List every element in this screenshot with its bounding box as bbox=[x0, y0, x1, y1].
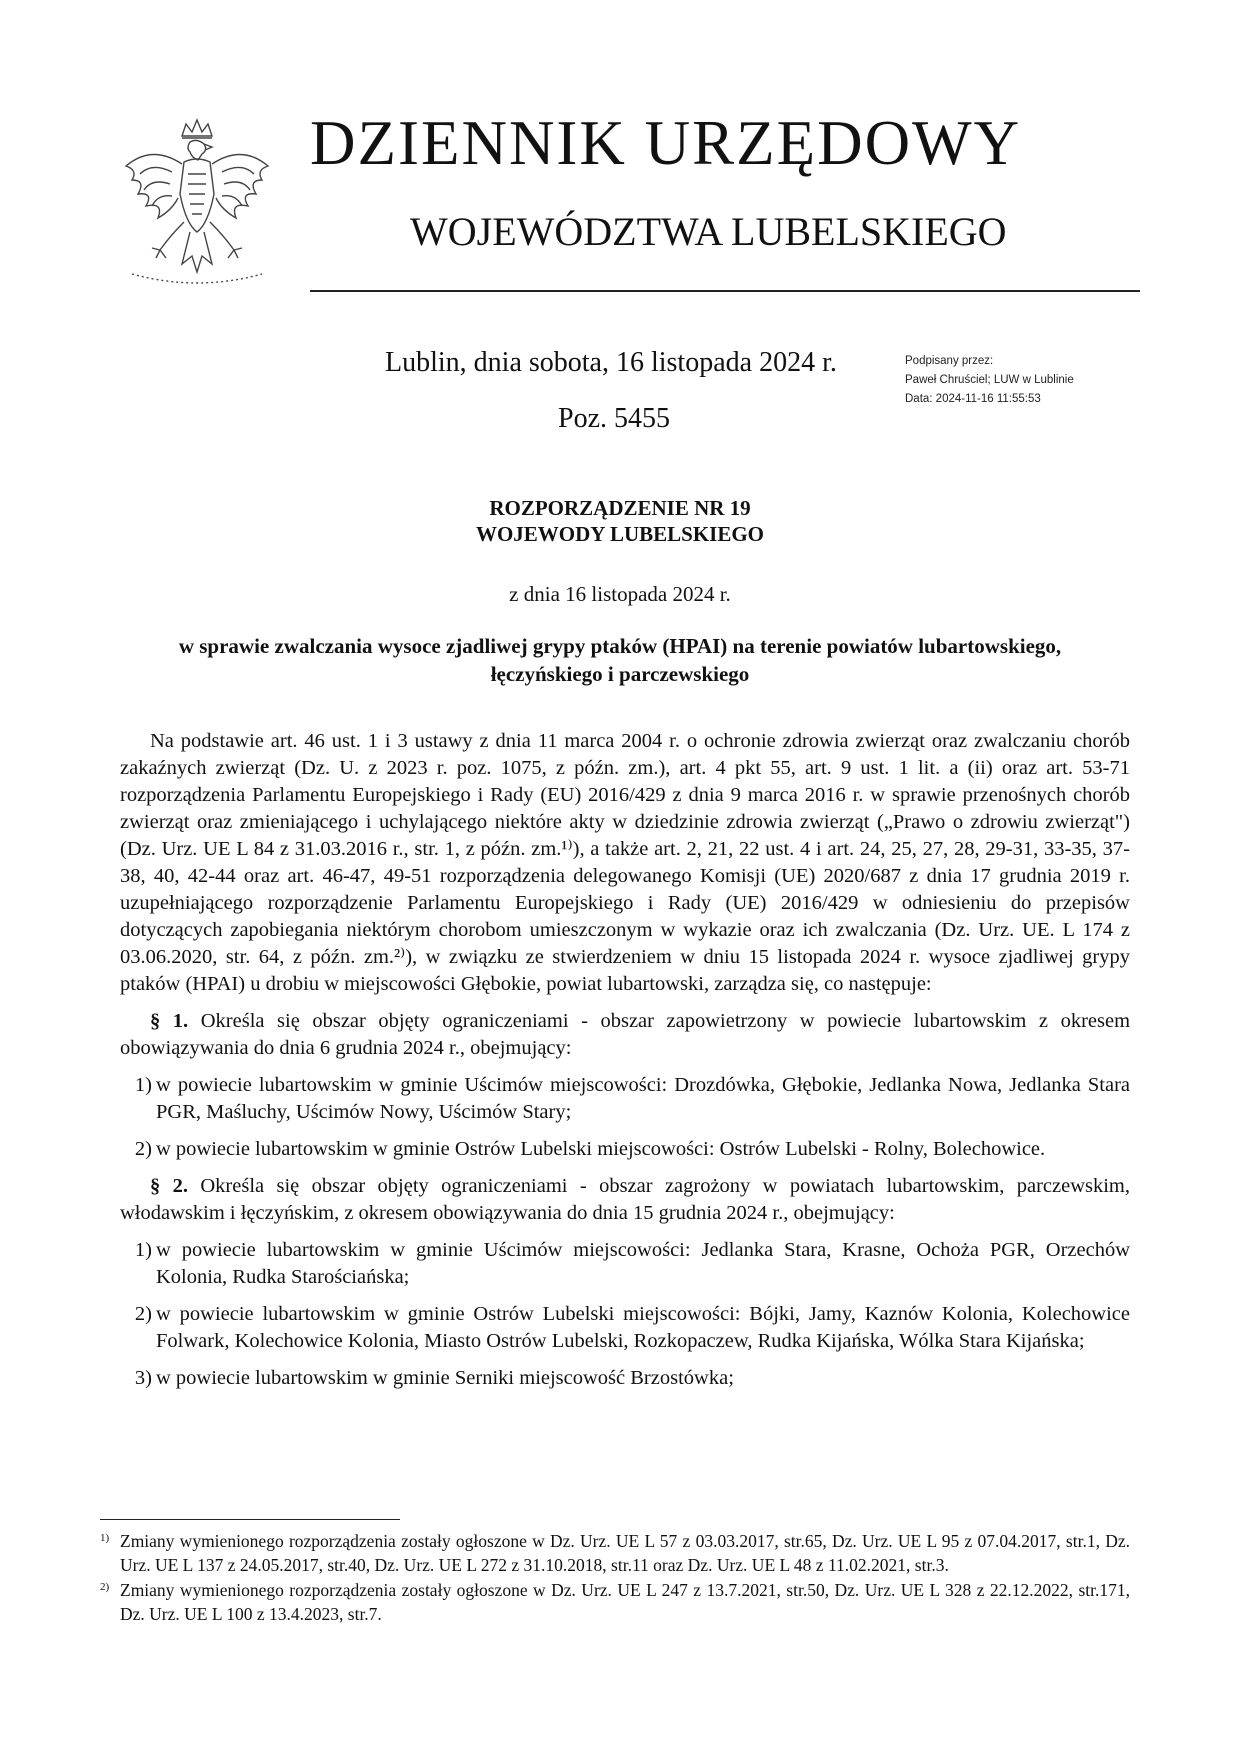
place-and-date: Lublin, dnia sobota, 16 listopada 2024 r. bbox=[385, 347, 837, 378]
list-item-text: w powiecie lubartowskim w gminie Uścimów miejscowości: Drozdówka, Głębokie, Jedlanka Nowa, Jedlanka Stara PGR, Maśluchy, Uścimów Nowy, Uścimów Stary; bbox=[156, 1074, 1130, 1123]
list-item-text: w powiecie lubartowskim w gminie Ostrów Lubelski miejscowości: Bójki, Jamy, Kaznów Kolonia, Kolechowice Folwark, Kolechowice Kolonia, Miasto Ostrów Lubelski, Rozkopaczew, Rudka Kijańska, Wólka Stara Kijańska; bbox=[156, 1303, 1130, 1352]
footnote-text: Zmiany wymienionego rozporządzenia zostały ogłoszone w Dz. Urz. UE L 247 z 13.7.2021, str.50, Dz. Urz. UE L 328 z 22.12.2022, str.171, Dz. Urz. UE L 100 z 13.4.2023, str.7. bbox=[120, 1580, 1130, 1624]
footnote-divider bbox=[100, 1519, 400, 1520]
footnotes bbox=[100, 1530, 1130, 1628]
digital-signature-block bbox=[905, 352, 1074, 409]
footnote bbox=[100, 1530, 1130, 1577]
section-1-label: § 1. bbox=[150, 1010, 189, 1032]
signature-date: Data: 2024-11-16 11:55:53 bbox=[905, 393, 1041, 405]
footnote-mark: 1) bbox=[100, 1532, 110, 1544]
list-item-text: w powiecie lubartowskim w gminie Serniki miejscowość Brzostówka; bbox=[156, 1367, 734, 1389]
footnote-text: Zmiany wymienionego rozporządzenia zostały ogłoszone w Dz. Urz. UE L 57 z 03.03.2017, str.65, Dz. Urz. UE L 95 z 07.04.2017, str.1, Dz. Urz. UE L 137 z 24.05.2017, str.40, Dz. Urz. UE L 272 z 31.10.2018, str.11 oraz Dz. Urz. UE L 48 z 11.02.2021, str.3. bbox=[120, 1531, 1130, 1575]
list-item-number: 2) bbox=[134, 1303, 152, 1325]
signature-signer: Paweł Chruściel; LUW w Lublinie bbox=[905, 374, 1074, 386]
journal-title: DZIENNIK URZĘDOWY bbox=[310, 108, 1022, 178]
list-item-text: w powiecie lubartowskim w gminie Uścimów miejscowości: Jedlanka Stara, Krasne, Ochoża PGR, Orzechów Kolonia, Rudka Starościańska; bbox=[156, 1239, 1130, 1288]
journal-subtitle: WOJEWÓDZTWA LUBELSKIEGO bbox=[410, 209, 1007, 254]
signature-label: Podpisany przez: bbox=[905, 355, 994, 367]
section-1-text: Określa się obszar objęty ograniczeniami - obszar zapowietrzony w powiecie lubartowskim z okresem obowiązywania do dnia 6 grudnia 2024 r., obejmujący: bbox=[120, 1010, 1131, 1059]
header-divider bbox=[310, 290, 1140, 292]
list-item-number: 1) bbox=[134, 1074, 152, 1096]
act-title-line2: WOJEWODY LUBELSKIEGO bbox=[475, 522, 765, 546]
list-item bbox=[120, 1072, 1130, 1126]
footnote-mark: 2) bbox=[100, 1581, 110, 1593]
polish-eagle-emblem-icon bbox=[112, 114, 282, 304]
document-body bbox=[120, 728, 1130, 1392]
list-item bbox=[120, 1136, 1130, 1163]
section-1-paragraph bbox=[120, 1008, 1130, 1062]
list-item-number: 1) bbox=[134, 1239, 152, 1261]
list-item bbox=[120, 1237, 1130, 1291]
list-item-number: 2) bbox=[134, 1138, 152, 1160]
list-item bbox=[120, 1365, 1130, 1392]
list-item bbox=[120, 1301, 1130, 1355]
act-subject: w sprawie zwalczania wysoce zjadliwej grypy ptaków (HPAI) na terenie powiatów lubartowskiego, łęczyńskiego i parczewskiego bbox=[178, 634, 1062, 686]
section-2-text: Określa się obszar objęty ograniczeniami - obszar zagrożony w powiatach lubartowskim, parczewskim, włodawskim i łęczyńskim, z okresem obowiązywania do dnia 15 grudnia 2024 r., obejmujący: bbox=[120, 1175, 1130, 1224]
act-title-line1: ROZPORZĄDZENIE NR 19 bbox=[489, 496, 751, 520]
section-2-label: § 2. bbox=[150, 1175, 188, 1197]
list-item-text: w powiecie lubartowskim w gminie Ostrów Lubelski miejscowości: Ostrów Lubelski - Rolny, Bolechowice. bbox=[156, 1138, 1046, 1160]
position-number: Poz. 5455 bbox=[558, 403, 670, 434]
footnote bbox=[100, 1579, 1130, 1626]
section-2-paragraph bbox=[120, 1173, 1130, 1227]
preamble-paragraph: Na podstawie art. 46 ust. 1 i 3 ustawy z dnia 11 marca 2004 r. o ochronie zdrowia zwierząt oraz zwalczaniu chorób zakaźnych zwierząt (Dz. U. z 2023 r. poz. 1075, z późn. zm.), art. 4 pkt 55, art. 9 ust. 1 lit. a (ii) oraz art. 53-71 rozporządzenia Parlamentu Europejskiego i Rady (EU) 2016/429 z dnia 9 marca 2016 r. w sprawie przenośnych chorób zwierząt oraz zmieniającego i uchylającego niektóre akty w dziedzinie zdrowia zwierząt („Prawo o zdrowiu zwierząt") (Dz. Urz. UE L 84 z 31.03.2016 r., str. 1, z późn. zm.¹⁾), a także art. 2, 21, 22 ust. 4 i art. 24, 25, 27, 28, 29-31, 33-35, 37-38, 40, 42-44 oraz art. 46-47, 49-51 rozporządzenia delegowanego Komisji (UE) 2020/687 z dnia 17 grudnia 2019 r. uzupełniającego rozporządzenie Parlamentu Europejskiego i Rady (UE) 2016/429 w odniesieniu do przepisów dotyczących zapobiegania niektórym chorobom umieszczonym w wykazie oraz ich zwalczania (Dz. Urz. UE. L 174 z 03.06.2020, str. 64, z późn. zm.²⁾), w związku ze stwierdzeniem w dniu 15 listopada 2024 r. wysoce zjadliwej grypy ptaków (HPAI) u drobiu w miejscowości Głębokie, powiat lubartowski, zarządza się, co następuje: bbox=[120, 730, 1130, 995]
list-item-number: 3) bbox=[134, 1367, 152, 1389]
act-date: z dnia 16 listopada 2024 r. bbox=[509, 582, 731, 606]
